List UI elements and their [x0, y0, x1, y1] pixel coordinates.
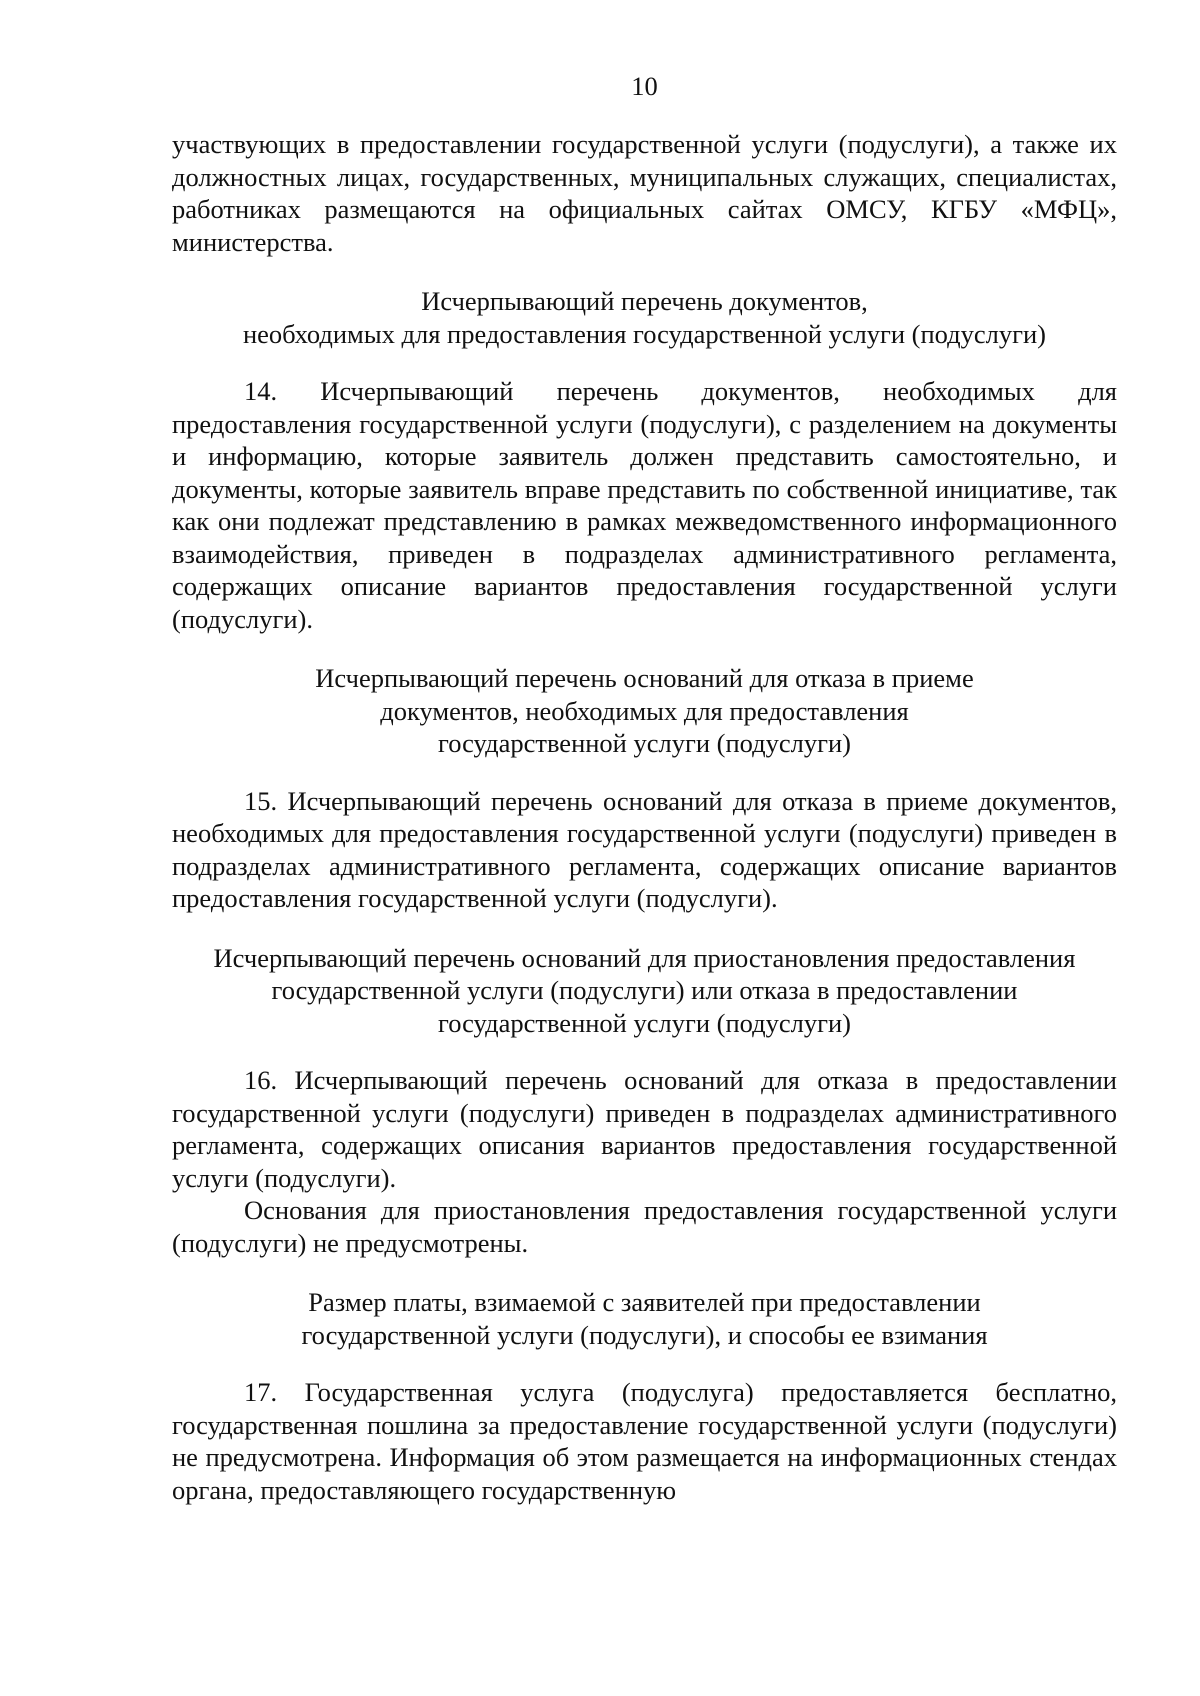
paragraph-16-suspension: Основания для приостановления предоставления государственной услуги (подуслуги) не предусмотрены. [172, 1195, 1117, 1258]
paragraph-17: 17. Государственная услуга (подуслуга) предоставляется бесплатно, государственная пошлина за предоставление государственной услуги (подуслуги) не предусмотрена. Информация об этом размещается на информационных стендах органа, предоставляющего государственную [172, 1377, 1117, 1505]
spacer [172, 1259, 1117, 1286]
spacer [172, 635, 1117, 662]
heading-line: государственной услуги (подуслуги), и способы ее взимания [301, 1319, 988, 1350]
spacer [172, 258, 1117, 285]
paragraph-14: 14. Исчерпывающий перечень документов, необходимых для предоставления государственной услуги (подуслуги), с разделением на документы и информацию, которые заявитель должен представить самостоятельно, и документы, которые заявитель вправе представить по собственной инициативе, так как они подлежат представлению в рамках межведомственного информационного взаимодействия, приведен в подразделах административного регламента, содержащих описание вариантов предоставления государственной услуги (подуслуги). [172, 376, 1117, 634]
paragraph-intro: участвующих в предоставлении государственной услуги (подуслуги), а также их должностных лицах, государственных, муниципальных служащих, специалистах, работниках размещаются на официальных сайтах ОМСУ, КГБУ «МФЦ», министерства. [172, 129, 1117, 257]
section-heading-suspension [172, 942, 1117, 1040]
heading-line: государственной услуги (подуслуги) или отказа в предоставлении [271, 975, 1018, 1005]
paragraph-16: 16. Исчерпывающий перечень оснований для отказа в предоставлении государственной услуги (подуслуги) приведен в подразделах административного регламента, содержащих описания вариантов предоставления государственной услуги (подуслуги). [172, 1065, 1117, 1193]
heading-line: Исчерпывающий перечень оснований для отказа в приеме [315, 663, 974, 693]
heading-line: Исчерпывающий перечень оснований для приостановления предоставления [213, 942, 1076, 973]
heading-line: государственной услуги (подуслуги) [438, 1007, 851, 1038]
section-heading-fee [172, 1286, 1117, 1351]
section-heading-documents [172, 285, 1117, 350]
spacer [172, 915, 1117, 942]
heading-line: необходимых для предоставления государственной услуги (подуслуги) [242, 318, 1046, 349]
spacer [172, 760, 1117, 785]
paragraph-15: 15. Исчерпывающий перечень оснований для отказа в приеме документов, необходимых для предоставления государственной услуги (подуслуги) приведен в подразделах административного регламента, содержащих описание вариантов предоставления государственной услуги (подуслуги). [172, 785, 1117, 913]
heading-line: государственной услуги (подуслуги) [438, 728, 851, 758]
heading-line: документов, необходимых для предоставления [380, 695, 909, 726]
spacer [172, 1351, 1117, 1376]
spacer [172, 350, 1117, 375]
section-heading-refusal-acceptance [172, 662, 1117, 760]
spacer [172, 1039, 1117, 1064]
page-number: 10 [631, 71, 658, 101]
heading-line: Исчерпывающий перечень документов, [421, 286, 868, 316]
heading-line: Размер платы, взимаемой с заявителей при предоставлении [308, 1287, 981, 1317]
page-content [172, 70, 1117, 1506]
